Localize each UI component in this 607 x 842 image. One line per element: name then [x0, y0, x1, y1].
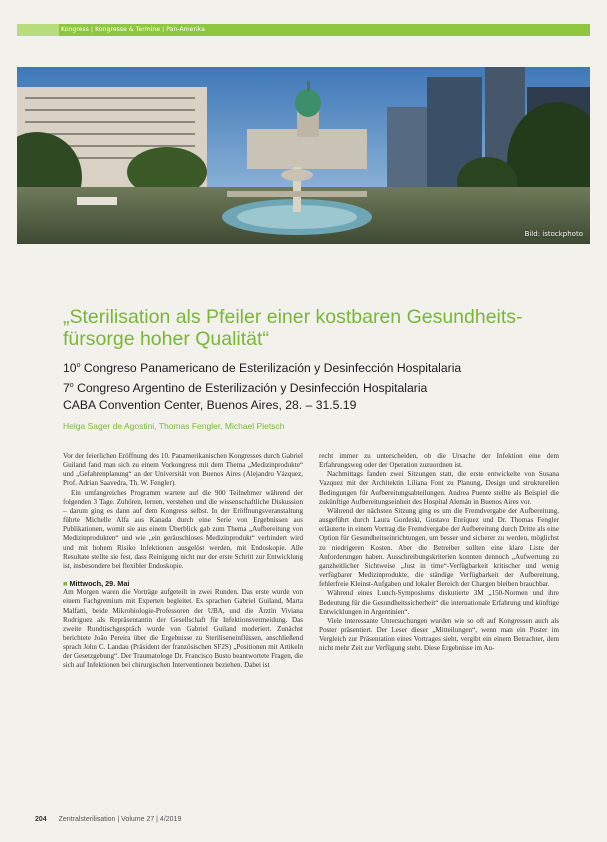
section-label: Kongress | Kongresse & Termine | Pan-Amerika — [61, 26, 206, 33]
page-number: 204 — [35, 816, 47, 823]
day-subheading — [63, 579, 303, 588]
article-photo — [17, 67, 590, 244]
subtitle-2-text: Congreso Argentino de Esterilización y Desinfección Hospitalaria — [73, 381, 428, 396]
left-paragraph-2: Ein umfangreiches Programm wartete auf die 900 Teilnehmer während der folgenden 3 Tage. Zuhören, lernen, verstehen und die wissenschaftliche Diskussion – darum ging es dann auf dem Kongress selbst. In der Eröffnungsveranstaltung führte Michelle Alfa aus Kanada durch eine Serie von Ergebnissen aus Publikationen, womit sie aus einem Überblick gab zum Thema „Aufbereitung von Medizinprodukten“ und wie „ein geräuschloses Medizinprodukt“ verhindert wird und mit hohem Risiko Infektionen ausgelöst werden, mit Endoskopie. Alle Resultate stellte sie fest, dass Reinigung nicht nur der erste Schritt zur Entwicklung ist, insbesondere bei flexibler Endoskopie. — [63, 488, 303, 570]
buenos-aires-congress-photo — [17, 67, 590, 244]
subtitle-2-ordinal: o — [69, 382, 74, 389]
subtitle-line-2 — [63, 378, 573, 396]
left-paragraph-3: Am Morgen waren die Vorträge aufgeteilt in zwei Runden. Das erste wurde von einem Fachgremium mit Experten begleitet. Es sprachen Gabriel Guiland, Marta Malfatti, beide Mikrobiologie-Professoren der UBA, und die Ärztin Viviana Rodriguez als Repräsentantin der Gesellschaft für Infektionsvermeidung. Das zweite Rundtischgespräch wurde von Gabriel Guiland moderiert. Zunächst berichtete João Pereira über die Ergebnisse zu Steriliseneinflüssen, anschließend sprach John C. Landau (Präsident der französischen SF2S) „Positionen mit Artikeln der Gesetzgebung“. Der Traumatologe Dr. Francisco Busto beantwortete Fragen, die sich auf Infektionen bei chirurgischen Interventionen beziehen. Dabei ist — [63, 588, 303, 670]
right-paragraph-2: Nachmittags fanden zwei Sitzungen statt, die erste entwickelte von Susana Vazquez mit der Architektin Liliana Font zu Planung, Design und strukturellen Bedingungen für Aufbereitungsabteilungen. Andrea Puente stellte als Beispiel die zukünftige Aufbereitungseinheit des Hospital Alemán in Buenos Aires vor. — [319, 470, 559, 506]
day-subheading-label: Mittwoch, 29. Mai — [69, 579, 130, 589]
square-bullet-icon: ■ — [63, 579, 68, 589]
right-paragraph-4: Während eines Lunch-Symposiums diskutierte 3M „150-Normen und ihre Bedeutung für die Gesundheitssicherheit“ die internationale Erfahrung und künftige Entwicklungen in Argentinien“. — [319, 589, 559, 616]
article-authors: Helga Sager de Agostini, Thomas Fengler, Michael Pietsch — [63, 421, 285, 431]
subtitle-1-ordinal: o — [76, 362, 81, 369]
subtitle-1-number: 10 — [63, 361, 77, 376]
article-headline: „Sterilisation als Pfeiler einer kostbaren Gesundheits-fürsorge hoher Qualität“ — [63, 306, 523, 350]
page-footer — [35, 816, 181, 828]
subtitle-1-text: Congreso Panamericano de Esterilización y Desinfección Hospitalaria — [80, 361, 462, 376]
section-banner — [17, 24, 590, 36]
right-paragraph-1: recht immer zu unterscheiden, ob die Ursache der Infektion eine dem Erfahrungsweg oder der Operation zuzuordnen ist. — [319, 452, 559, 470]
right-column — [319, 452, 559, 653]
subtitle-line-3: CABA Convention Center, Buenos Aires, 28. – 31.5.19 — [63, 398, 357, 412]
right-paragraph-3: Während der nächsten Sitzung ging es um die Fremdvergabe der Aufbereitung, ausgeführt durch Laura Gordeski, Gustavo Enríquez und Dr. Thomas Fengler erläuterte in einem Vortrag die Fremdvergabe der Aufbereitung durch Dritte als eine Option für Gesundheitseinrichtungen, um besser und sicherer zu werden, möglichst zu niedrigeren Kosten. Aber die Betreiber sollten eine klare Liste der Anforderungen haben. Ausschreibungskriterien konnten dennoch „Aufwertung zu ganzheitlicher Sichtweise „Just in time“-Verfügbarkeit kritischer und wenig verfügbarer Medizinprodukte, die ständige Verfügbarkeit der Aufbereitung, fehlerfreie Kleinst-Aufgaben und lokaler Bereich der Chargen bleiben brauchbar. — [319, 506, 559, 589]
section-banner-accent — [17, 24, 59, 36]
subtitle-2-number: 7 — [63, 381, 70, 396]
right-paragraph-5: Viele interessante Untersuchungen wurden wie so oft auf Kongressen auch als Poster präsentiert. Der Leser dieser „Mitteilungen“, wenn man ein Poster im Vergleich zur Präsentation eines Vortrages sieht, vergibt ein einem Betrachter, dem nicht mehr Zeit zur Verfügung steht. Diese Ergebnisse im Au- — [319, 616, 559, 653]
left-paragraph-1: Vor der feierlichen Eröffnung des 10. Panamerikanischen Kongresses durch Gabriel Guiland fand man sich zu einem Vorkongress mit dem Thema „Medizinprodukte“ und „Gefahrenplanung“ an der Universität von Buenos Aires (Alejandro Vázquez, Prof. Adrian Saavedra, Th. W. Fengler). — [63, 452, 303, 488]
photo-credit: Bild: istockphoto — [524, 230, 583, 238]
left-column — [63, 452, 303, 671]
subtitle-line-1 — [63, 358, 573, 376]
journal-reference: Zentralsterilisation | Volume 27 | 4/2019 — [58, 816, 182, 823]
